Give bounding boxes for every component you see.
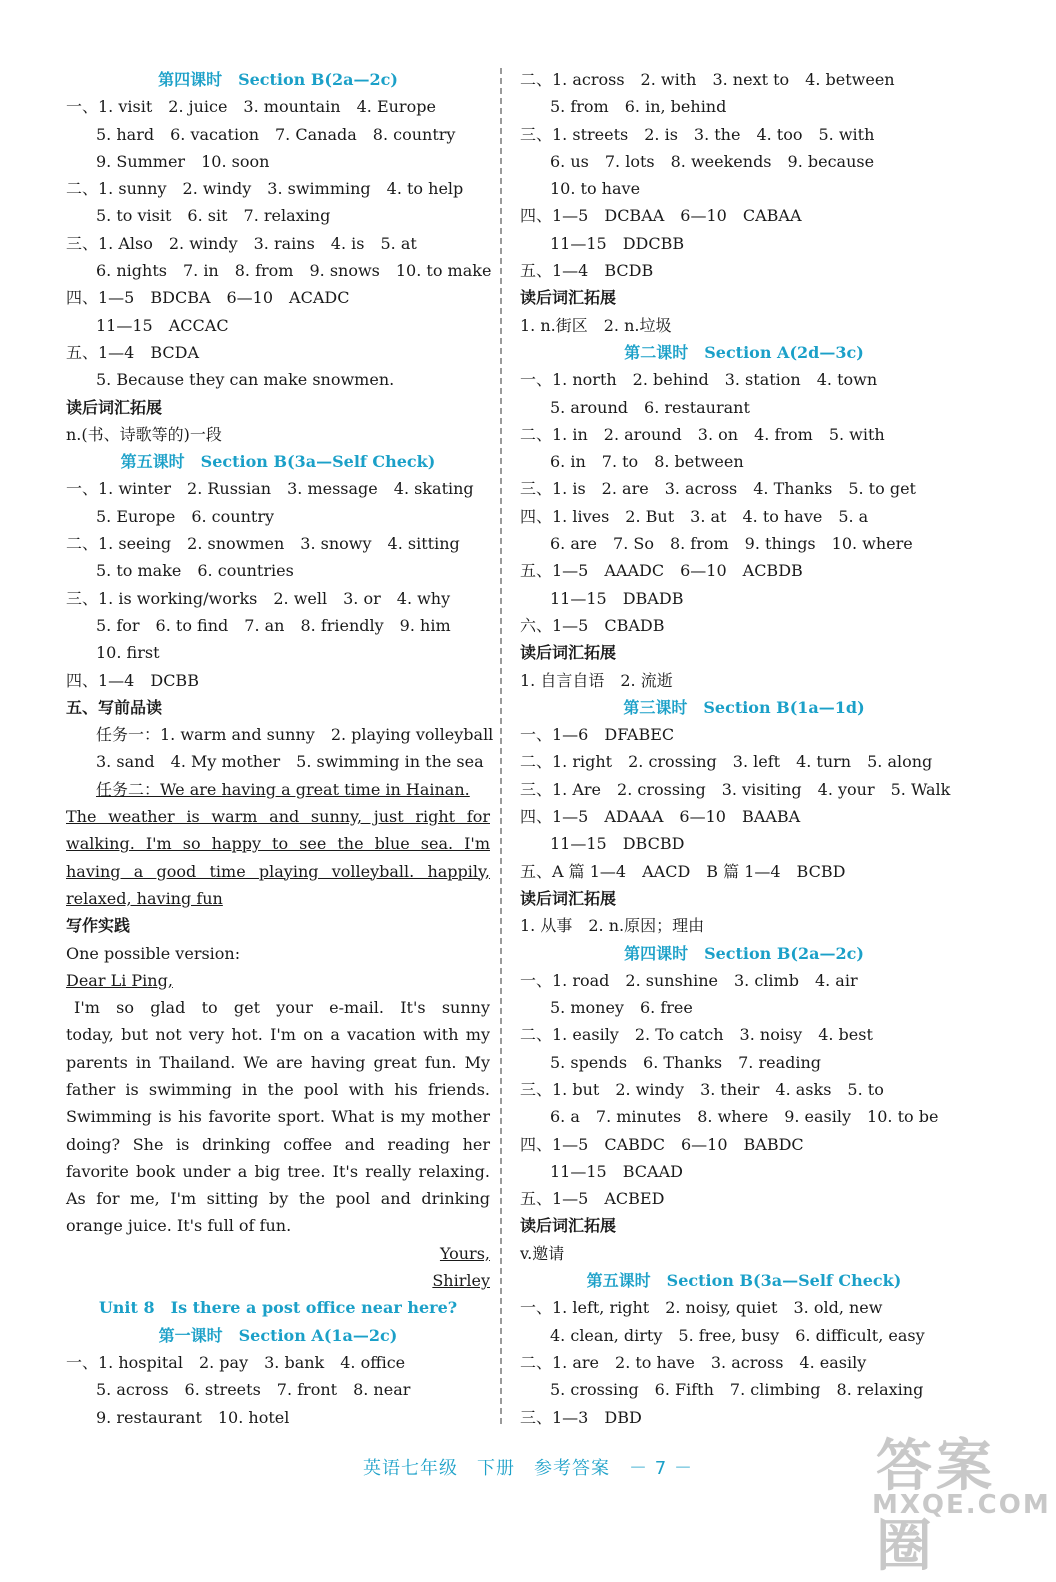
answer-line: 三、1. is 2. are 3. across 4. Thanks 5. to get xyxy=(520,479,916,499)
answer-line: 四、1—5 CABDC 6—10 BABDC xyxy=(520,1134,804,1154)
watermark-text: 答案圈 xyxy=(876,1434,996,1579)
answer-line: 五、1—5 AAADC 6—10 ACBDB xyxy=(520,561,803,581)
answer-line: 六、1—5 CBADB xyxy=(520,615,665,635)
answer-line: 三、1. but 2. windy 3. their 4. asks 5. to xyxy=(520,1079,884,1099)
answer-line: v.邀请 xyxy=(520,1243,565,1263)
answer-line: 写作实践 xyxy=(66,916,131,936)
answer-line: 五、1—4 BCDA xyxy=(66,342,200,362)
answer-line: 三、1. is working/works 2. well 3. or 4. why xyxy=(66,588,451,608)
section-heading: 第四课时 Section B(2a—2c) xyxy=(624,943,864,963)
answer-line: As for me, I'm sitting by the pool and drinking xyxy=(66,1189,490,1209)
answer-line: 5. spends 6. Thanks 7. reading xyxy=(550,1052,822,1072)
answer-line: 五、1—5 ACBED xyxy=(520,1189,665,1209)
answer-line: 三、1. Also 2. windy 3. rains 4. is 5. at xyxy=(66,233,417,253)
answer-line: parents in Thailand. We are having great fun. My xyxy=(66,1052,490,1072)
answer-line: 5. Because they can make snowmen. xyxy=(96,370,395,390)
answer-line: 四、1—4 DCBB xyxy=(66,670,199,690)
answer-line: doing? She is drinking coffee and reading her xyxy=(66,1134,490,1154)
answer-line: 5. to visit 6. sit 7. relaxing xyxy=(96,206,331,226)
answer-line: Yours, xyxy=(439,1243,490,1263)
answer-line: 5. to make 6. countries xyxy=(96,561,294,581)
answer-line: 一、1. road 2. sunshine 3. climb 4. air xyxy=(520,970,858,990)
answer-line: 10. first xyxy=(96,643,160,663)
answer-line: The weather is warm and sunny, just right for xyxy=(66,807,490,827)
section-heading: 第五课时 Section B(3a—Self Check) xyxy=(120,452,436,472)
answer-line: 读后词汇拓展 xyxy=(66,397,163,417)
answer-line: 一、1. left, right 2. noisy, quiet 3. old, new xyxy=(520,1298,883,1318)
answer-line: relaxed, having fun xyxy=(66,888,223,908)
answer-line: 5. from 6. in, behind xyxy=(550,97,727,117)
section-heading: 第三课时 Section B(1a—1d) xyxy=(623,697,865,717)
answer-line: 三、1. streets 2. is 3. the 4. too 5. with xyxy=(520,124,875,144)
section-heading: Unit 8 Is there a post office near here? xyxy=(98,1298,458,1318)
answer-line: 五、A 篇 1—4 AACD B 篇 1—4 BCBD xyxy=(520,861,846,881)
answer-line: 一、1. hospital 2. pay 3. bank 4. office xyxy=(66,1352,406,1372)
answer-line: 一、1. winter 2. Russian 3. message 4. skating xyxy=(66,479,474,499)
answer-line: One possible version: xyxy=(66,943,241,963)
answer-line: 三、1—3 DBD xyxy=(520,1407,642,1427)
answer-line: father is swimming in the pool with his friends. xyxy=(66,1079,490,1099)
answer-line: 读后词汇拓展 xyxy=(520,288,617,308)
answer-line: 9. restaurant 10. hotel xyxy=(96,1407,290,1427)
answer-line: favorite book under a big tree. It's really relaxing. xyxy=(66,1161,490,1181)
answer-line: 四、1. lives 2. But 3. at 4. to have 5. a xyxy=(520,506,869,526)
answer-line: 6. nights 7. in 8. from 9. snows 10. to make xyxy=(96,261,492,281)
answer-line: 6. a 7. minutes 8. where 9. easily 10. to be xyxy=(550,1107,939,1127)
answer-line: walking. I'm so happy to see the blue sea. I'm xyxy=(66,834,490,854)
answer-line: 读后词汇拓展 xyxy=(520,643,617,663)
answer-line: 11—15 BCAAD xyxy=(550,1161,683,1181)
answer-line: 1. 从事 2. n.原因；理由 xyxy=(520,916,705,936)
answer-line: 一、1. north 2. behind 3. station 4. town xyxy=(520,370,878,390)
answer-line: n.(书、诗歌等的)一段 xyxy=(66,424,222,444)
answer-line: 读后词汇拓展 xyxy=(520,1216,617,1236)
answer-line: 11—15 DBADB xyxy=(550,588,684,608)
answer-line: 5. across 6. streets 7. front 8. near xyxy=(96,1380,411,1400)
answer-line: 5. Europe 6. country xyxy=(96,506,275,526)
watermark-logo xyxy=(864,1422,1051,1579)
answer-line: 一、1—6 DFABEC xyxy=(520,725,675,745)
answer-line: 4. clean, dirty 5. free, busy 6. difficult, easy xyxy=(550,1325,925,1345)
right-column xyxy=(520,66,968,1431)
answer-line: 四、1—5 BDCBA 6—10 ACADC xyxy=(66,288,350,308)
answer-line: Shirley xyxy=(432,1271,490,1291)
answer-line: 6. are 7. So 8. from 9. things 10. where xyxy=(550,534,913,554)
answer-line: 一、1. visit 2. juice 3. mountain 4. Europe xyxy=(66,97,436,117)
answer-line: 任务一：1. warm and sunny 2. playing volleyball xyxy=(96,725,494,745)
answer-line: 3. sand 4. My mother 5. swimming in the sea xyxy=(96,752,484,772)
section-heading: 第二课时 Section A(2d—3c) xyxy=(624,342,864,362)
answer-line: 任务二：We are having a great time in Hainan. xyxy=(96,779,470,799)
answer-line: 四、1—5 DCBAA 6—10 CABAA xyxy=(520,206,802,226)
page-footer: 英语七年级 下册 参考答案 － 7 － xyxy=(363,1458,693,1479)
answer-line: having a good time playing volleyball. happily, xyxy=(66,861,490,881)
answer-line: 二、1. right 2. crossing 3. left 4. turn 5. along xyxy=(520,752,933,772)
answer-line: 9. Summer 10. soon xyxy=(96,151,270,171)
answer-line: 五、1—4 BCDB xyxy=(520,261,654,281)
answer-line: 1. n.街区 2. n.垃圾 xyxy=(520,315,672,335)
answer-line: 5. money 6. free xyxy=(550,998,693,1018)
answer-line: 1. 自言自语 2. 流逝 xyxy=(520,670,673,690)
answer-line: 5. hard 6. vacation 7. Canada 8. country xyxy=(96,124,456,144)
answer-line: 二、1. across 2. with 3. next to 4. between xyxy=(520,70,895,89)
answer-line: 10. to have xyxy=(550,179,641,199)
column-divider xyxy=(500,68,502,1424)
answer-line: 二、1. in 2. around 3. on 4. from 5. with xyxy=(520,424,885,444)
answer-line: 三、1. Are 2. crossing 3. visiting 4. your 5. Walk xyxy=(520,779,951,799)
answer-line: Swimming is his favorite sport. What is my mother xyxy=(66,1107,490,1127)
answer-line: today, but not very hot. I'm on a vacation with my xyxy=(66,1025,490,1045)
answer-line: 二、1. sunny 2. windy 3. swimming 4. to help xyxy=(66,179,464,199)
answer-line: 5. crossing 6. Fifth 7. climbing 8. relaxing xyxy=(550,1380,924,1400)
answer-line: 5. for 6. to find 7. an 8. friendly 9. him xyxy=(96,615,451,635)
answer-line: I'm so glad to get your e-mail. It's sunny xyxy=(74,998,490,1018)
answer-line: orange juice. It's full of fun. xyxy=(66,1216,292,1236)
answer-line: 四、1—5 ADAAA 6—10 BAABA xyxy=(520,807,801,827)
section-heading: 第一课时 Section A(1a—2c) xyxy=(158,1325,398,1345)
answer-line: 二、1. easily 2. To catch 3. noisy 4. best xyxy=(520,1025,873,1045)
answer-line: 6. us 7. lots 8. weekends 9. because xyxy=(550,151,875,171)
answer-line: 读后词汇拓展 xyxy=(520,888,617,908)
answer-line: 11—15 ACCAC xyxy=(96,315,229,335)
answer-line: 11—15 DBCBD xyxy=(550,834,685,854)
section-heading: 第五课时 Section B(3a—Self Check) xyxy=(586,1271,902,1291)
left-column xyxy=(66,66,494,1431)
answer-line: 二、1. seeing 2. snowmen 3. snowy 4. sitting xyxy=(66,534,460,554)
answer-line: 5. around 6. restaurant xyxy=(550,397,750,417)
answer-line: 五、写前品读 xyxy=(66,697,163,717)
answer-line: Dear Li Ping, xyxy=(66,970,173,990)
watermark-url: MXQE.COM xyxy=(872,1490,1051,1520)
answer-line: 11—15 DDCBB xyxy=(550,233,685,253)
section-heading: 第四课时 Section B(2a—2c) xyxy=(158,70,398,89)
answer-line: 二、1. are 2. to have 3. across 4. easily xyxy=(520,1352,867,1372)
answer-line: 6. in 7. to 8. between xyxy=(550,452,744,472)
